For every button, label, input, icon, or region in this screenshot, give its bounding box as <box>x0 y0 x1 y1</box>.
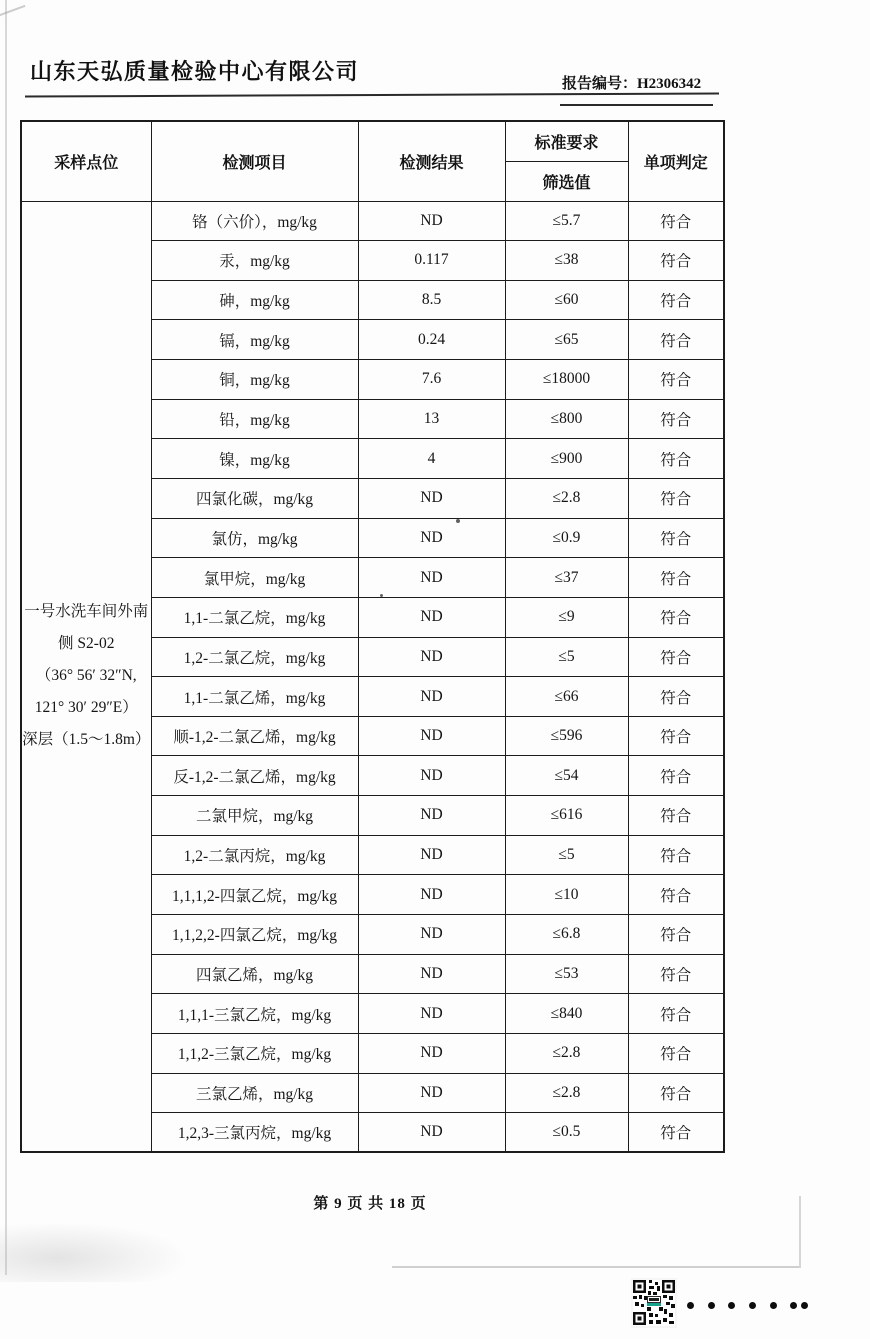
dot <box>790 1302 797 1309</box>
page-scan-left-edge <box>5 0 7 1275</box>
cell-result: 8.5 <box>358 280 505 320</box>
report-number-label: 报告编号： <box>562 76 638 92</box>
dot <box>708 1302 715 1309</box>
cell-limit: ≤53 <box>505 954 628 994</box>
page-scan-corner-mark <box>0 5 25 17</box>
cell-limit: ≤0.9 <box>505 518 628 558</box>
results-table <box>20 120 725 1153</box>
cell-limit: ≤65 <box>505 320 628 360</box>
cell-judgment: 符合 <box>628 399 724 439</box>
results-table-container <box>20 120 725 1153</box>
cell-result: ND <box>358 994 505 1034</box>
cell-limit: ≤9 <box>505 597 628 637</box>
report-number-value: H2306342 <box>637 76 702 92</box>
cell-result: ND <box>358 478 505 518</box>
col-header-standard-requirement: 标准要求 <box>505 121 628 161</box>
cell-result: ND <box>358 875 505 915</box>
cell-item: 镍，mg/kg <box>151 439 358 479</box>
cell-limit: ≤2.8 <box>505 478 628 518</box>
cell-item: 顺-1,2-二氯乙烯，mg/kg <box>151 716 358 756</box>
cell-item: 氯仿，mg/kg <box>151 518 358 558</box>
dot <box>749 1302 756 1309</box>
cell-item: 镉，mg/kg <box>151 320 358 360</box>
cell-item: 1,1-二氯乙烷，mg/kg <box>151 597 358 637</box>
cell-item: 1,2-二氯乙烷，mg/kg <box>151 637 358 677</box>
cell-item: 铬（六价），mg/kg <box>151 201 358 241</box>
cell-result: ND <box>358 915 505 955</box>
cell-judgment: 符合 <box>628 875 724 915</box>
cell-item: 砷，mg/kg <box>151 280 358 320</box>
qr-code-graphic <box>633 1280 675 1326</box>
cell-result: ND <box>358 796 505 836</box>
dot <box>687 1302 694 1309</box>
sampling-point-line: 侧 S2-02 <box>58 635 115 653</box>
cell-judgment: 符合 <box>628 518 724 558</box>
cell-limit: ≤840 <box>505 994 628 1034</box>
table-row <box>21 201 724 241</box>
cell-judgment: 符合 <box>628 558 724 598</box>
sampling-point-line: 深层（1.5～1.8m） <box>22 731 151 749</box>
cell-limit: ≤5 <box>505 835 628 875</box>
cell-item: 汞，mg/kg <box>151 241 358 281</box>
cell-limit: ≤38 <box>505 241 628 281</box>
cell-limit: ≤2.8 <box>505 1033 628 1073</box>
cell-judgment: 符合 <box>628 201 724 241</box>
cell-item: 1,1,1-三氯乙烷，mg/kg <box>151 994 358 1034</box>
cell-judgment: 符合 <box>628 597 724 637</box>
cell-result: ND <box>358 954 505 994</box>
cell-limit: ≤6.8 <box>505 915 628 955</box>
report-number <box>562 72 718 93</box>
cell-limit: ≤596 <box>505 716 628 756</box>
col-header-screening-value: 筛选值 <box>505 161 628 201</box>
cell-judgment: 符合 <box>628 320 724 360</box>
cell-limit: ≤10 <box>505 875 628 915</box>
cell-result: ND <box>358 756 505 796</box>
cell-limit: ≤5.7 <box>505 201 628 241</box>
cell-result: 13 <box>358 399 505 439</box>
cell-judgment: 符合 <box>628 439 724 479</box>
cell-judgment: 符合 <box>628 478 724 518</box>
cell-item: 三氯乙烯，mg/kg <box>151 1073 358 1113</box>
cell-judgment: 符合 <box>628 915 724 955</box>
cell-item: 氯甲烷，mg/kg <box>151 558 358 598</box>
cell-judgment: 符合 <box>628 241 724 281</box>
cell-limit: ≤616 <box>505 796 628 836</box>
dot <box>770 1302 777 1309</box>
cell-limit: ≤66 <box>505 677 628 717</box>
cell-judgment: 符合 <box>628 796 724 836</box>
cell-result: ND <box>358 1113 505 1153</box>
cell-limit: ≤5 <box>505 637 628 677</box>
col-header-judgment: 单项判定 <box>628 121 724 201</box>
sampling-point-line: 一号水洗车间外南 <box>24 603 149 621</box>
cell-limit: ≤800 <box>505 399 628 439</box>
results-table-body <box>21 201 724 1152</box>
cell-limit: ≤18000 <box>505 360 628 400</box>
scan-smudge <box>0 1222 190 1282</box>
cell-judgment: 符合 <box>628 716 724 756</box>
cell-judgment: 符合 <box>628 756 724 796</box>
cell-judgment: 符合 <box>628 280 724 320</box>
cell-result: ND <box>358 677 505 717</box>
sampling-point-cell <box>21 201 151 1152</box>
cell-limit: ≤0.5 <box>505 1113 628 1153</box>
cell-judgment: 符合 <box>628 677 724 717</box>
cell-result: ND <box>358 597 505 637</box>
cell-limit: ≤900 <box>505 439 628 479</box>
cell-limit: ≤37 <box>505 558 628 598</box>
qr-accent-bar <box>647 1303 661 1306</box>
cell-judgment: 符合 <box>628 1113 724 1153</box>
cell-result: ND <box>358 558 505 598</box>
cell-limit: ≤60 <box>505 280 628 320</box>
cell-result: ND <box>358 835 505 875</box>
cell-result: ND <box>358 1073 505 1113</box>
cell-item: 反-1,2-二氯乙烯，mg/kg <box>151 756 358 796</box>
cell-result: ND <box>358 637 505 677</box>
cell-item: 四氯乙烯，mg/kg <box>151 954 358 994</box>
sampling-point-line: 121° 30′ 29″E） <box>34 699 138 717</box>
cell-result: ND <box>358 1033 505 1073</box>
cell-result: 0.117 <box>358 241 505 281</box>
cell-item: 1,1,2-三氯乙烷，mg/kg <box>151 1033 358 1073</box>
cell-judgment: 符合 <box>628 1073 724 1113</box>
cell-item: 铅，mg/kg <box>151 399 358 439</box>
cell-limit: ≤2.8 <box>505 1073 628 1113</box>
cell-limit: ≤54 <box>505 756 628 796</box>
cell-item: 1,2,3-三氯丙烷，mg/kg <box>151 1113 358 1153</box>
cell-item: 四氯化碳，mg/kg <box>151 478 358 518</box>
table-header-row <box>21 121 724 161</box>
cell-judgment: 符合 <box>628 1033 724 1073</box>
report-number-underline <box>560 104 713 106</box>
cell-judgment: 符合 <box>628 835 724 875</box>
qr-code <box>631 1278 677 1328</box>
page-corner-line-vertical <box>799 1196 801 1268</box>
col-header-result: 检测结果 <box>358 121 505 201</box>
header-rule <box>25 92 719 97</box>
company-name: 山东天弘质量检验中心有限公司 <box>30 60 360 85</box>
cell-judgment: 符合 <box>628 360 724 400</box>
cell-result: ND <box>358 201 505 241</box>
cell-item: 1,1,1,2-四氯乙烷，mg/kg <box>151 875 358 915</box>
cell-item: 1,1-二氯乙烯，mg/kg <box>151 677 358 717</box>
col-header-sampling-point: 采样点位 <box>21 121 151 201</box>
cell-judgment: 符合 <box>628 994 724 1034</box>
sampling-point-line: （36° 56′ 32″N, <box>35 667 137 685</box>
cell-result: 7.6 <box>358 360 505 400</box>
dot <box>801 1302 808 1309</box>
cell-item: 1,2-二氯丙烷，mg/kg <box>151 835 358 875</box>
dot <box>728 1302 735 1309</box>
cell-judgment: 符合 <box>628 954 724 994</box>
cell-judgment: 符合 <box>628 637 724 677</box>
cell-item: 铜，mg/kg <box>151 360 358 400</box>
cell-result: 0.24 <box>358 320 505 360</box>
cell-result: 4 <box>358 439 505 479</box>
cell-item: 二氯甲烷，mg/kg <box>151 796 358 836</box>
col-header-item: 检测项目 <box>151 121 358 201</box>
page-corner-line-horizontal <box>392 1266 801 1268</box>
cell-result: ND <box>358 716 505 756</box>
cell-item: 1,1,2,2-四氯乙烷，mg/kg <box>151 915 358 955</box>
cell-result: ND <box>358 518 505 558</box>
page-indicator: 第 9 页 共 18 页 <box>313 1196 427 1212</box>
